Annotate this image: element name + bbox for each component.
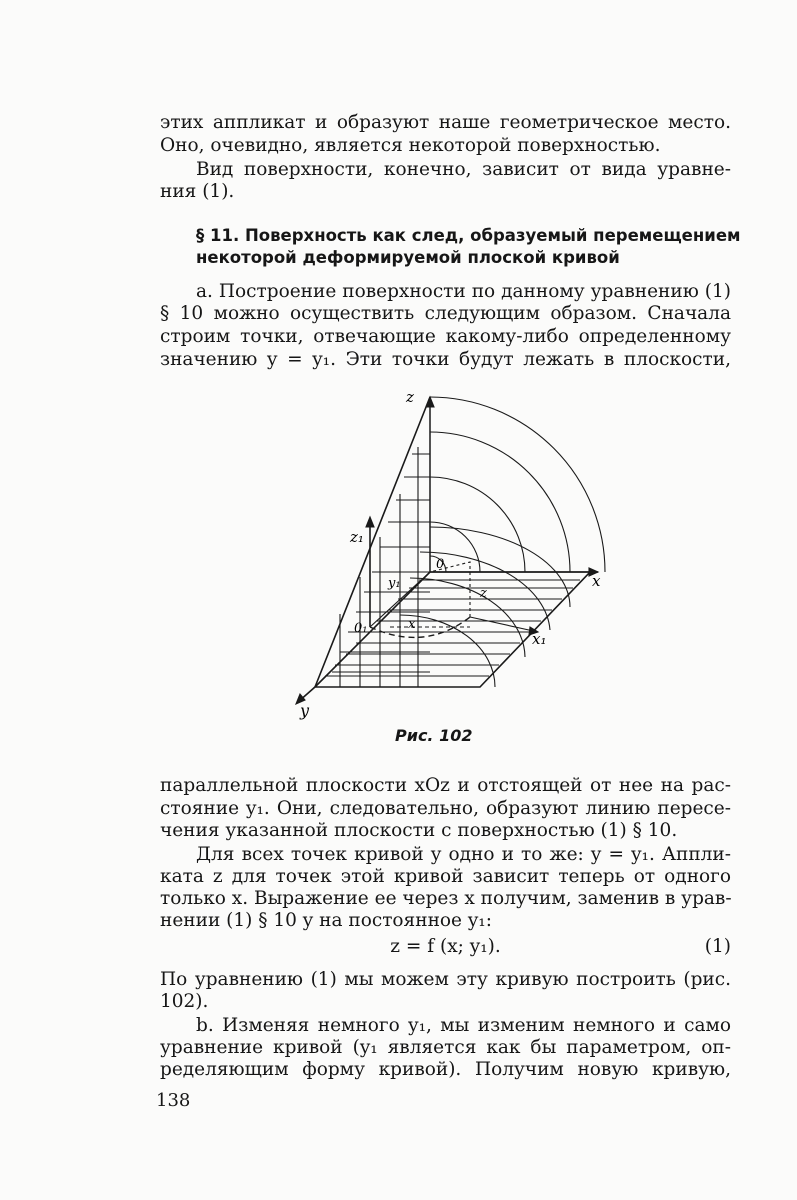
surface-figure (280, 382, 610, 722)
text-line: строим точки, отвечающие какому-либо определенному (160, 326, 731, 347)
text-line: чения указанной плоскости с поверхностью (1) § 10. (160, 820, 678, 841)
text-line: нении (1) § 10 y на постоянное y₁: (160, 910, 492, 931)
text-line: этих аппликат и образуют наше геометрическое место. (160, 112, 731, 133)
equation: z = f (x; y₁). (390, 936, 501, 957)
text-line: По уравнению (1) мы можем эту кривую построить (рис. (160, 969, 731, 990)
section-heading: § 11. Поверхность как след, образуемый перемещением (196, 226, 741, 245)
text-line: значению y = y₁. Эти точки будут лежать в плоскости, (160, 349, 731, 370)
text-line: стояние y₁. Они, следовательно, образуют линию пересе- (160, 798, 731, 819)
text-line: § 10 можно осуществить следующим образом. Сначала (160, 303, 731, 324)
text-line: ката z для точек этой кривой зависит теперь от одного (160, 866, 731, 887)
equation-row (160, 936, 731, 958)
text-line: только x. Выражение ее через x получим, заменив в урав- (160, 888, 732, 909)
figure-label: y (300, 701, 310, 720)
text-line: ределяющим форму кривой). Получим новую кривую, (160, 1059, 731, 1080)
text-line: b. Изменяя немного y₁, мы изменим немного и само (196, 1015, 731, 1036)
section-heading: некоторой деформируемой плоской кривой (196, 248, 620, 267)
figure-label: 0₁ (354, 621, 368, 636)
figure-label: z (480, 586, 487, 601)
text-line: Вид поверхности, конечно, зависит от вида уравне- (196, 159, 731, 180)
figure-caption: Рис. 102 (395, 726, 473, 745)
page-number: 138 (156, 1090, 191, 1111)
text-line: 102). (160, 991, 209, 1012)
text-line: ния (1). (160, 181, 235, 202)
text-line: Оно, очевидно, является некоторой поверхностью. (160, 135, 661, 156)
figure-label: y₁ (388, 576, 401, 591)
figure-drawing (296, 397, 605, 704)
figure-label: z (406, 388, 414, 406)
text-line: параллельной плоскости xOz и отстоящей от нее на рас- (160, 775, 731, 796)
equation-number: (1) (704, 936, 731, 957)
figure-label: 0 (436, 557, 445, 572)
figure-label: z₁ (350, 528, 364, 546)
figure-label: x (592, 572, 601, 590)
figure-label: x (408, 617, 416, 632)
figure-label: x₁ (532, 630, 547, 648)
text-line: уравнение кривой (y₁ является как бы параметром, оп- (160, 1037, 731, 1058)
text-line: Для всех точек кривой y одно и то же: y = y₁. Аппли- (196, 844, 731, 865)
text-line: a. Построение поверхности по данному уравнению (1) (196, 281, 731, 302)
